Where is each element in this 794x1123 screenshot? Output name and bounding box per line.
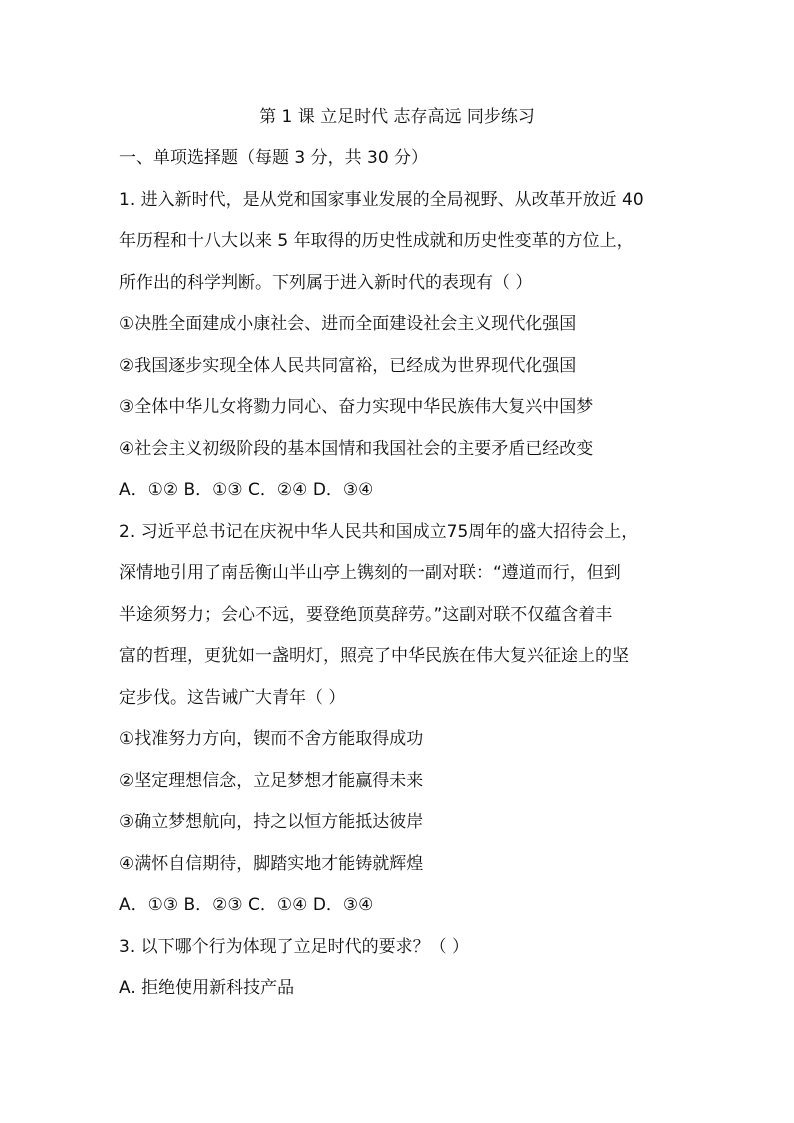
question-1-choices: A．①② B．①③ C．②④ D．③④ <box>119 480 374 500</box>
question-2-option-1: ①找准努力方向，锲而不舍方能取得成功 <box>119 729 424 749</box>
section-heading: 一、单项选择题（每题 3 分，共 30 分） <box>119 148 429 168</box>
document-title: 第 1 课 立足时代 志存高远 同步练习 <box>259 107 535 127</box>
question-2-line-4: 富的哲理，更犹如一盏明灯，照亮了中华民族在伟大复兴征途上的坚 <box>119 646 629 666</box>
question-1-line-1: 1. 进入新时代，是从党和国家事业发展的全局视野、从改革开放近 40 <box>119 189 644 210</box>
question-2-line-3: 半途须努力；会心不远，要登绝顶莫辞劳。”这副对联不仅蕴含着丰 <box>119 604 613 625</box>
document-body <box>119 143 699 1015</box>
question-3-option-a: A. 拒绝使用新科技产品 <box>119 978 295 998</box>
question-2-choices: A．①③ B．②③ C．①④ D．③④ <box>119 895 374 915</box>
question-1-option-2: ②我国逐步实现全体人民共同富裕，已经成为世界现代化强国 <box>119 355 577 376</box>
question-2-option-4: ④满怀自信期待，脚踏实地才能铸就辉煌 <box>119 853 424 874</box>
question-1-line-2: 年历程和十八大以来 5 年取得的历史性成就和历史性变革的方位上， <box>119 231 634 251</box>
question-2-option-3: ③确立梦想航向，持之以恒方能抵达彼岸 <box>119 812 424 832</box>
question-2-option-2: ②坚定理想信念，立足梦想才能赢得未来 <box>119 770 424 791</box>
question-1-option-1: ①决胜全面建成小康社会、进而全面建设社会主义现代化强国 <box>119 314 577 334</box>
question-1-option-4: ④社会主义初级阶段的基本国情和我国社会的主要矛盾已经改变 <box>119 438 594 459</box>
question-2-line-5: 定步伐。这告诫广大青年（ ） <box>119 687 346 708</box>
question-2-line-2: 深情地引用了南岳衡山半山亭上镌刻的一副对联：“遵道而行，但到 <box>119 563 621 583</box>
question-2-line-1: 2. 习近平总书记在庆祝中华人民共和国成立75周年的盛大招待会上， <box>119 521 639 542</box>
question-1-option-3: ③全体中华儿女将勠力同心、奋力实现中华民族伟大复兴中国梦 <box>119 397 594 417</box>
question-1-line-3: 所作出的科学判断。下列属于进入新时代的表现有（ ） <box>119 272 533 293</box>
question-3-line-1: 3. 以下哪个行为体现了立足时代的要求？（ ） <box>119 936 470 957</box>
